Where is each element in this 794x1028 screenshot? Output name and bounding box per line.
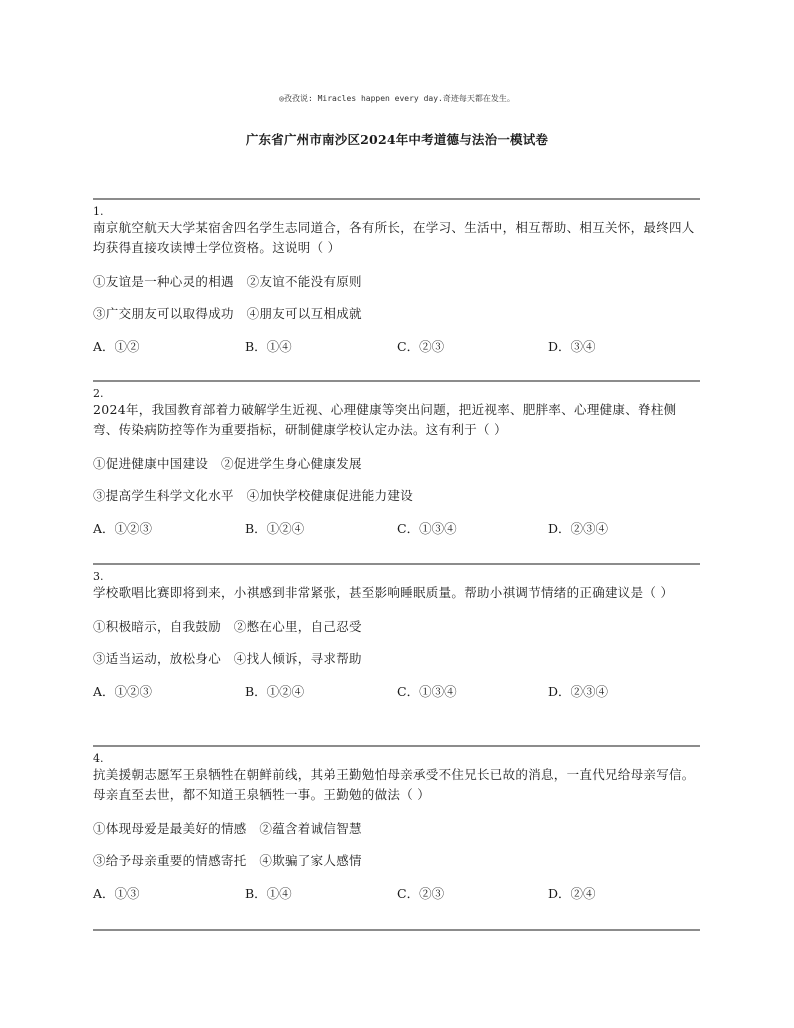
choice-d[interactable]: D．③④ bbox=[548, 339, 596, 354]
bottom-divider bbox=[93, 929, 700, 931]
choice-row bbox=[93, 682, 700, 699]
choice-a[interactable]: A．①②③ bbox=[93, 684, 153, 699]
choice-c[interactable]: C．①③④ bbox=[397, 684, 457, 699]
choice-d[interactable]: D．②④ bbox=[548, 886, 596, 901]
statement-line: ①促进健康中国建设 ②促进学生身心健康发展 bbox=[93, 456, 362, 471]
choice-row bbox=[93, 884, 700, 901]
statement-line: ③适当运动，放松身心 ④找人倾诉，寻求帮助 bbox=[93, 651, 362, 666]
choice-c[interactable]: C．①③④ bbox=[397, 521, 457, 536]
statement-line: ③提高学生科学文化水平 ④加快学校健康促进能力建设 bbox=[93, 488, 414, 503]
page-title: 广东省广州市南沙区2024年中考道德与法治一模试卷 bbox=[245, 132, 549, 147]
choice-a[interactable]: A．①②③ bbox=[93, 521, 153, 536]
choice-b[interactable]: B．①④ bbox=[245, 886, 292, 901]
question-number: 1. bbox=[93, 205, 104, 218]
question-4 bbox=[93, 745, 700, 901]
question-3 bbox=[93, 563, 700, 699]
choice-b[interactable]: B．①②④ bbox=[245, 521, 305, 536]
statement-line: ①积极暗示，自我鼓励 ②憋在心里，自己忍受 bbox=[93, 619, 362, 634]
question-2 bbox=[93, 380, 700, 536]
question-stem: 南京航空航天大学某宿舍四名学生志同道合，各有所长，在学习、生活中，相互帮助、相互关怀，最终四人均获得直接攻读博士学位资格。这说明（ ） bbox=[93, 220, 695, 255]
statement-line: ③广交朋友可以取得成功 ④朋友可以互相成就 bbox=[93, 306, 362, 321]
question-stem: 2024年，我国教育部着力破解学生近视、心理健康等突出问题，把近视率、肥胖率、心理健康、脊柱侧弯、传染病防控等作为重要指标，研制健康学校认定办法。这有利于（ ） bbox=[93, 402, 677, 437]
choice-row bbox=[93, 337, 700, 354]
choice-b[interactable]: B．①②④ bbox=[245, 684, 305, 699]
choice-d[interactable]: D．②③④ bbox=[548, 684, 609, 699]
statement-line: ①体现母爱是最美好的情感 ②蕴含着诚信智慧 bbox=[93, 821, 362, 836]
header-motto: ◎孜孜说: Miracles happen every day.奇迹每天都在发生。 bbox=[279, 94, 515, 103]
statement-line: ①友谊是一种心灵的相遇 ②友谊不能没有原则 bbox=[93, 274, 362, 289]
choice-a[interactable]: A．①③ bbox=[93, 886, 140, 901]
choice-c[interactable]: C．②③ bbox=[397, 339, 445, 354]
question-number: 3. bbox=[93, 570, 104, 583]
question-stem: 抗美援朝志愿军王泉牺牲在朝鲜前线，其弟王勤勉怕母亲承受不住兄长已故的消息，一直代兄给母亲写信。母亲直至去世，都不知道王泉牺牲一事。王勤勉的做法（ ） bbox=[93, 767, 695, 802]
choice-b[interactable]: B．①④ bbox=[245, 339, 292, 354]
choice-d[interactable]: D．②③④ bbox=[548, 521, 609, 536]
choice-row bbox=[93, 519, 700, 536]
question-number: 4. bbox=[93, 752, 104, 765]
statement-line: ③给予母亲重要的情感寄托 ④欺骗了家人感情 bbox=[93, 853, 362, 868]
question-1 bbox=[93, 198, 700, 354]
question-number: 2. bbox=[93, 387, 104, 400]
choice-a[interactable]: A．①② bbox=[93, 339, 140, 354]
choice-c[interactable]: C．②③ bbox=[397, 886, 445, 901]
question-stem: 学校歌唱比赛即将到来，小祺感到非常紧张，甚至影响睡眠质量。帮助小祺调节情绪的正确建议是（ ） bbox=[93, 585, 674, 600]
